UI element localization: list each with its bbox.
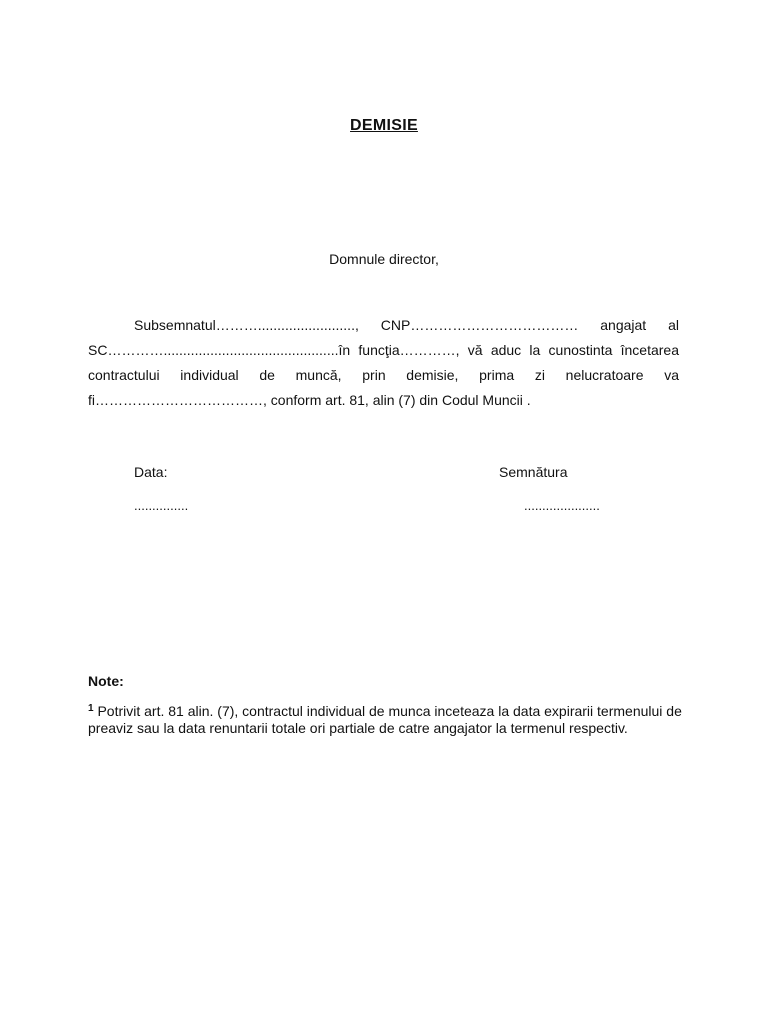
body-paragraph: Subsemnatul………........................., CNP……………………………… angajat al SC………….............................................în funcţia…………, vă aduc la cunostinta încetarea contractului individual de muncă, prin demisie, prima zi nelucratoare va fi………………………………, conform art. 81, alin (7) din Codul Muncii . bbox=[88, 317, 679, 408]
salutation: Domnule director, bbox=[329, 251, 439, 267]
date-placeholder: ............... bbox=[134, 498, 189, 513]
signature-label: Semnătura bbox=[499, 464, 568, 480]
signature-placeholder: ..................... bbox=[524, 498, 600, 513]
date-label: Data: bbox=[134, 464, 168, 480]
document-title: DEMISIE bbox=[350, 117, 418, 134]
notes-heading: Note: bbox=[88, 673, 124, 689]
footnote-marker: 1 bbox=[88, 703, 94, 714]
footnote bbox=[88, 703, 682, 737]
footnote-text: Potrivit art. 81 alin. (7), contractul individual de munca inceteaza la data expirarii termenului de preaviz sau la data renuntarii totale ori partiale de catre angajator la termenul respectiv. bbox=[88, 703, 682, 736]
